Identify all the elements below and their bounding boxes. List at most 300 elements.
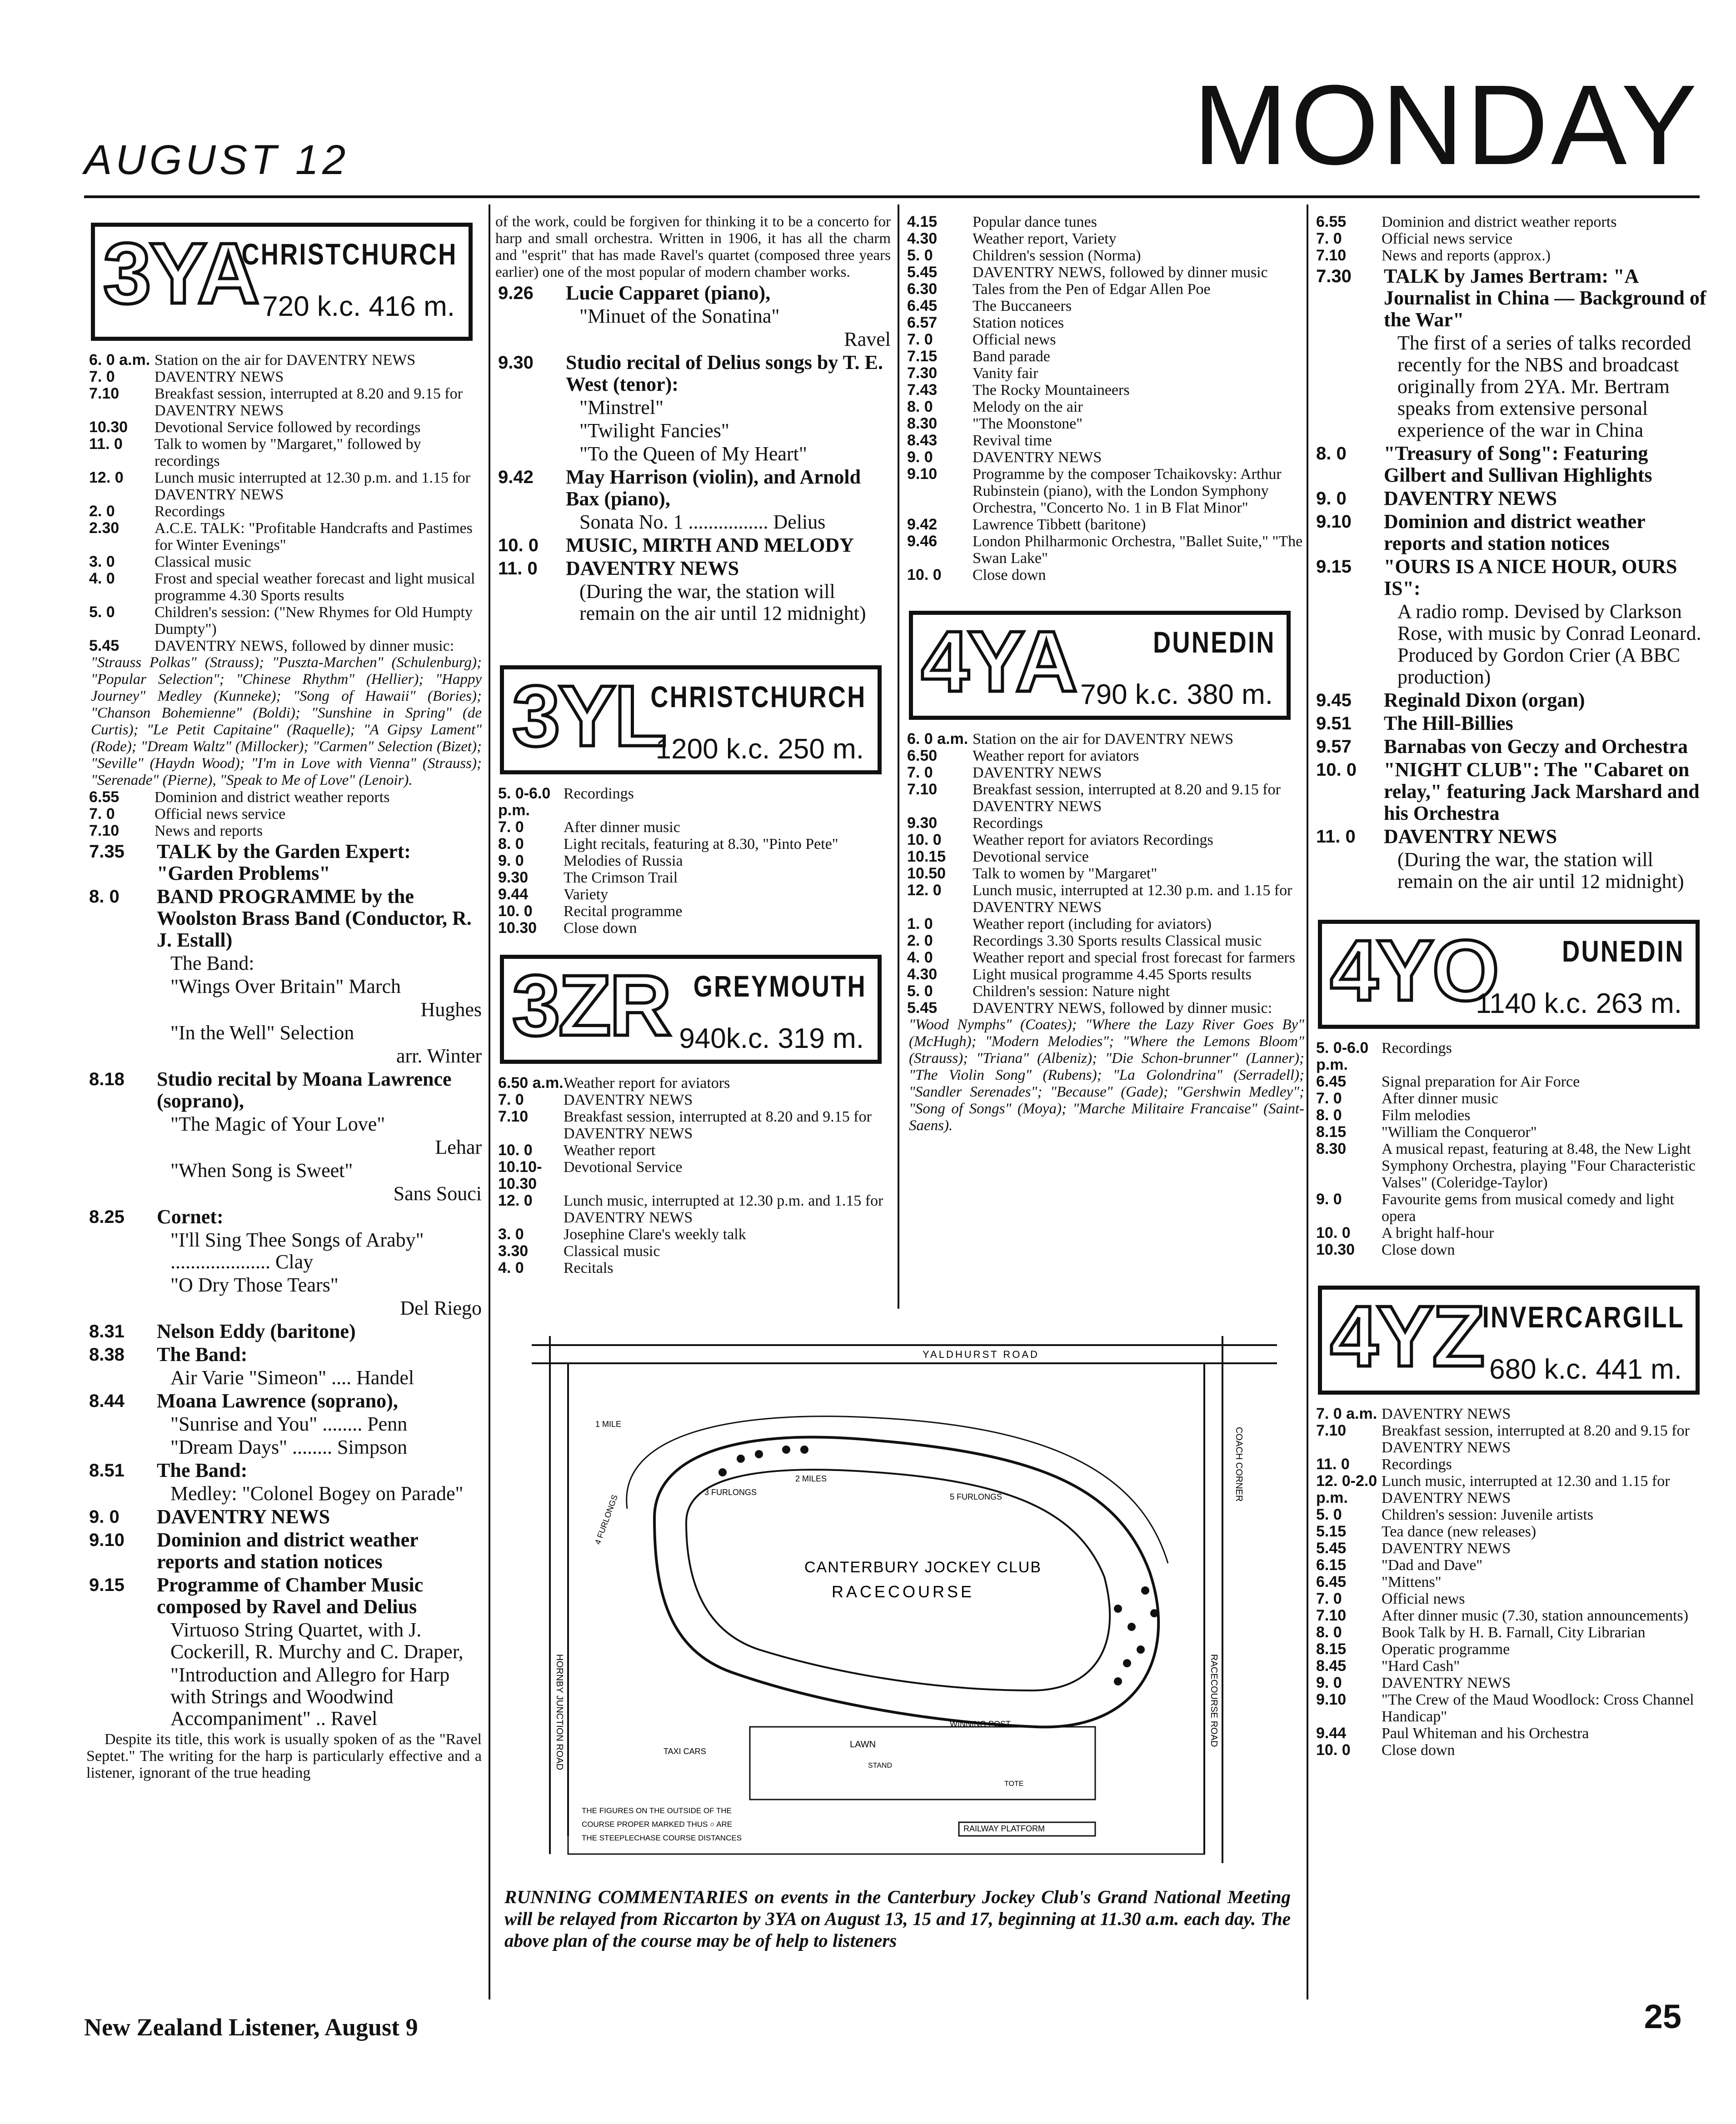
programme-text: The Buccaneers xyxy=(973,298,1072,314)
programme-text: DAVENTRY NEWS, followed by dinner music: xyxy=(973,1000,1272,1017)
programme-time xyxy=(86,1229,157,1273)
programme-text: Book Talk by H. B. Farnall, City Librarian xyxy=(1382,1624,1646,1641)
programme-list-3ya-late xyxy=(495,282,891,624)
programme-row xyxy=(86,1436,482,1458)
programme-row xyxy=(1313,1658,1709,1675)
programme-text: DAVENTRY NEWS xyxy=(973,764,1102,781)
programme-row xyxy=(1313,736,1709,758)
programme-time: 5.45 xyxy=(907,264,938,281)
programme-time: 12. 0-2.0 p.m. xyxy=(1316,1472,1377,1506)
programme-row xyxy=(1313,1073,1709,1090)
programme-row xyxy=(86,1529,482,1573)
programme-row xyxy=(904,399,1304,415)
programme-row xyxy=(495,1159,891,1192)
programme-text: Moana Lawrence (soprano), xyxy=(157,1390,398,1412)
programme-text: Devotional Service xyxy=(564,1159,683,1176)
programme-text: Children's session (Norma) xyxy=(973,247,1141,264)
programme-text: Cornet: xyxy=(157,1206,224,1228)
programme-text: Dominion and district weather reports and station notices xyxy=(157,1529,418,1573)
programme-text: "Dad and Dave" xyxy=(1382,1557,1483,1574)
programme-time: 7.10 xyxy=(1316,1607,1347,1624)
programme-row xyxy=(495,1108,891,1142)
programme-text: "Minstrel" xyxy=(579,396,664,419)
programme-time: 7.15 xyxy=(907,348,938,365)
station-frequency: 1200 k.c. 250 m. xyxy=(655,733,864,765)
programme-time: 6.55 xyxy=(1316,213,1347,230)
programme-row xyxy=(1313,1624,1709,1641)
programme-text: Lunch music interrupted at 12.30 p.m. and 1.15 for DAVENTRY NEWS xyxy=(155,469,470,503)
programme-row xyxy=(495,1226,891,1243)
programme-text: The Band: xyxy=(170,952,254,974)
programme-text: Film melodies xyxy=(1382,1107,1471,1124)
programme-text: Programme of Chamber Music composed by Ravel and Delius xyxy=(157,1574,424,1618)
column-divider xyxy=(489,204,490,1999)
programme-text: Reginald Dixon (organ) xyxy=(1384,689,1585,711)
programme-row xyxy=(86,1137,482,1158)
programme-row xyxy=(86,1344,482,1366)
programme-text: DAVENTRY NEWS xyxy=(155,369,284,385)
programme-text: DAVENTRY NEWS xyxy=(1382,1406,1511,1422)
programme-time: 8. 0 xyxy=(89,887,120,907)
programme-text: Station notices xyxy=(973,314,1064,331)
programme-row xyxy=(86,1113,482,1135)
programme-time xyxy=(495,443,566,465)
programme-time: 9.30 xyxy=(498,869,529,886)
programme-text: DAVENTRY NEWS xyxy=(1382,1540,1511,1557)
programme-row xyxy=(1313,713,1709,734)
programme-time: 5.15 xyxy=(1316,1523,1347,1540)
programme-time: 6.30 xyxy=(907,280,938,298)
programme-text: Weather report, Variety xyxy=(973,230,1117,247)
station-frequency: 940k.c. 319 m. xyxy=(679,1023,864,1054)
programme-row xyxy=(904,214,1304,230)
programme-text: "In the Well" Selection xyxy=(170,1022,354,1044)
programme-time: 5. 0-6.0 p.m. xyxy=(1316,1039,1369,1073)
header-rule xyxy=(84,195,1700,198)
programme-text: Hughes xyxy=(420,998,482,1021)
programme-text: A bright half-hour xyxy=(1382,1225,1494,1241)
programme-text: Medley: "Colonel Bogey on Parade" xyxy=(170,1482,464,1505)
programme-text: Devotional service xyxy=(973,848,1089,865)
programme-time: 10.15 xyxy=(907,848,946,865)
programme-row xyxy=(86,1619,482,1663)
programme-text: The Hill-Billies xyxy=(1384,712,1513,734)
station-city: DUNEDIN xyxy=(1153,625,1276,659)
map-railway-label: RAILWAY PLATFORM xyxy=(963,1824,1045,1833)
programme-time: 10. 0 xyxy=(907,566,942,583)
programme-time: 7.35 xyxy=(89,842,125,862)
programme-text: TALK by James Bertram: "A Journalist in China — Background of the War" xyxy=(1384,265,1706,331)
programme-time xyxy=(86,1137,157,1158)
programme-text: Lunch music, interrupted at 12.30 p.m. and 1.15 for DAVENTRY NEWS xyxy=(973,882,1292,916)
programme-row xyxy=(1313,556,1709,599)
programme-row xyxy=(495,443,891,465)
programme-row xyxy=(1313,1422,1709,1456)
programme-time xyxy=(86,1274,157,1296)
programme-time: 9.57 xyxy=(1316,737,1352,757)
map-road-label: YALDHURST ROAD xyxy=(923,1349,1039,1360)
programme-text: Official news service xyxy=(1382,230,1513,247)
station-call-sign: 4YZ xyxy=(1330,1288,1483,1385)
programme-list-4yz xyxy=(1313,1406,1709,1759)
programme-time: 3.30 xyxy=(498,1242,529,1260)
programme-row xyxy=(1313,1124,1709,1141)
programme-time: 1. 0 xyxy=(907,915,933,932)
programme-list-4ya-evening xyxy=(1313,214,1709,264)
programme-text: A musical repast, featuring at 8.48, the New Light Symphony Orchestra, playing "Four Characteristic Valses" (Coleridge-Taylor) xyxy=(1382,1141,1696,1191)
programme-row xyxy=(495,785,891,819)
programme-text: Light musical programme 4.45 Sports results xyxy=(973,966,1252,983)
programme-text: DAVENTRY NEWS xyxy=(564,1092,693,1108)
programme-time: 10. 0 xyxy=(498,535,539,555)
programme-row xyxy=(495,282,891,304)
programme-text: Recordings xyxy=(155,503,225,520)
programme-row xyxy=(904,882,1304,916)
station-call-sign: 3YA xyxy=(103,225,258,322)
programme-row xyxy=(86,503,482,520)
programme-time: 10. 0 xyxy=(1316,1741,1351,1759)
programme-text: Recordings xyxy=(1382,1456,1452,1473)
programme-time xyxy=(495,420,566,442)
programme-time: 11. 0 xyxy=(1316,1456,1350,1473)
programme-row xyxy=(904,848,1304,865)
programme-time: 8. 0 xyxy=(1316,444,1347,464)
programme-text: Tales from the Pen of Edgar Allen Poe xyxy=(973,281,1211,298)
programme-text: The Rocky Mountaineers xyxy=(973,382,1130,399)
programme-row xyxy=(86,976,482,997)
programme-time: 6.55 xyxy=(89,788,120,806)
programme-time: 7.43 xyxy=(907,381,938,399)
programme-time: 8.51 xyxy=(89,1461,125,1481)
programme-text: Weather report xyxy=(564,1142,656,1159)
programme-time: 5. 0-6.0 p.m. xyxy=(498,785,551,819)
programme-time xyxy=(86,1022,157,1044)
station-box-3zr xyxy=(500,955,882,1064)
programme-text: The Band: xyxy=(157,1459,248,1481)
station-city: GREYMOUTH xyxy=(693,969,867,1003)
programme-row xyxy=(86,570,482,604)
programme-time xyxy=(86,1664,157,1730)
programme-text: Lucie Capparet (piano), xyxy=(566,282,771,304)
programme-row xyxy=(1313,1191,1709,1225)
map-distance-label: 2 MILES xyxy=(795,1474,827,1483)
programme-text: Close down xyxy=(1382,1742,1455,1759)
programme-time: 10.30 xyxy=(498,919,537,937)
programme-row xyxy=(495,534,891,556)
programme-time: 9. 0 xyxy=(1316,1191,1342,1208)
programme-row xyxy=(1313,1641,1709,1658)
programme-row xyxy=(86,1460,482,1481)
programme-row xyxy=(1313,1523,1709,1540)
programme-row xyxy=(904,264,1304,281)
programme-text: Programme by the composer Tchaikovsky: Arthur Rubinstein (piano), with the London Symphony Orchestra, "Concerto No. 1 in B Flat Minor" xyxy=(973,466,1282,516)
programme-text: "William the Conqueror" xyxy=(1382,1124,1537,1141)
map-subtitle: RACECOURSE xyxy=(832,1582,975,1601)
programme-row xyxy=(86,1183,482,1205)
programme-row xyxy=(1313,443,1709,486)
programme-text: Close down xyxy=(564,920,637,937)
programme-row xyxy=(1313,1141,1709,1191)
programme-row xyxy=(1313,1456,1709,1473)
programme-time: 10. 0 xyxy=(1316,1224,1351,1241)
programme-text: News and reports xyxy=(155,823,263,839)
programme-list-3zr-continued xyxy=(904,214,1304,583)
programme-list-4yo xyxy=(1313,1040,1709,1258)
programme-time xyxy=(495,511,566,533)
programme-text: The Crimson Trail xyxy=(564,869,678,886)
programme-text: Tea dance (new releases) xyxy=(1382,1523,1536,1540)
programme-time: 6.45 xyxy=(1316,1573,1347,1591)
programme-text: Recordings 3.30 Sports results Classical music xyxy=(973,932,1262,949)
map-note-line: COURSE PROPER MARKED THUS ○ ARE xyxy=(582,1820,733,1829)
programme-time xyxy=(86,1619,157,1663)
programme-row xyxy=(86,1045,482,1067)
programme-text: Devotional Service followed by recordings xyxy=(155,419,421,436)
programme-time: 9. 0 xyxy=(907,449,933,466)
station-city: INVERCARGILL xyxy=(1482,1300,1685,1334)
programme-time: 10.30 xyxy=(89,419,128,436)
programme-row xyxy=(1313,230,1709,247)
programme-time: 8.18 xyxy=(89,1069,125,1089)
column-3 xyxy=(904,213,1304,1134)
programme-text: Weather report for aviators xyxy=(564,1075,730,1092)
programme-text: TALK by the Garden Expert: "Garden Problems" xyxy=(157,840,411,884)
programme-row xyxy=(495,305,891,327)
programme-time xyxy=(86,1160,157,1182)
map-distance-label: 4 FURLONGS xyxy=(593,1493,620,1546)
station-frequency: 790 k.c. 380 m. xyxy=(1080,679,1273,710)
programme-list-3ya-evening xyxy=(86,789,482,839)
programme-row xyxy=(904,230,1304,247)
programme-row xyxy=(86,886,482,951)
programme-time: 7.10 xyxy=(89,385,120,402)
programme-row xyxy=(1313,1557,1709,1574)
programme-row xyxy=(495,836,891,853)
programme-text: Josephine Clare's weekly talk xyxy=(564,1226,746,1243)
programme-text: "Treasury of Song": Featuring Gilbert and Sullivan Highlights xyxy=(1384,442,1652,486)
programme-text: Variety xyxy=(564,886,609,903)
programme-text: Paul Whiteman and his Orchestra xyxy=(1382,1725,1589,1742)
programme-text: News and reports (approx.) xyxy=(1382,247,1551,264)
programme-text: DAVENTRY NEWS xyxy=(1382,1675,1511,1691)
programme-time: 7. 0 a.m. xyxy=(1316,1405,1377,1422)
programme-time: 6.50 a.m. xyxy=(498,1074,564,1092)
programme-time: 8.44 xyxy=(89,1391,125,1411)
programme-row xyxy=(1313,689,1709,711)
programme-text: Station on the air for DAVENTRY NEWS xyxy=(973,731,1234,748)
station-box-3yl xyxy=(500,665,882,774)
programme-text: "Twilight Fancies" xyxy=(579,419,729,442)
programme-text: "NIGHT CLUB": The "Cabaret on relay," featuring Jack Marshard and his Orchestra xyxy=(1384,758,1700,824)
programme-text: "Minuet of the Sonatina" xyxy=(579,305,780,327)
programme-row xyxy=(86,1274,482,1296)
programme-time: 9. 0 xyxy=(1316,489,1347,509)
programme-text: Recordings xyxy=(1382,1040,1452,1057)
programme-time: 3. 0 xyxy=(89,553,115,570)
programme-text: DAVENTRY NEWS xyxy=(973,449,1102,466)
station-box-4yo xyxy=(1318,920,1700,1029)
programme-time: 8.45 xyxy=(1316,1657,1347,1675)
programme-time: 7. 0 xyxy=(498,1091,524,1108)
programme-time: 6. 0 a.m. xyxy=(89,351,150,369)
programme-time: 8.15 xyxy=(1316,1123,1347,1141)
programme-time: 7. 0 xyxy=(907,764,933,781)
programme-time: 4.30 xyxy=(907,230,938,247)
programme-time: 8. 0 xyxy=(1316,1107,1342,1124)
station-frequency: 720 k.c. 416 m. xyxy=(262,291,455,322)
dinner-music-list-4ya: "Wood Nymphs" (Coates); "Where the Lazy River Goes By" (McHugh); "Modern Melodies"; "Where the Lemons Bloom" (Strauss); "Triana" (Albeniz); "Die Schon-brunner" (Lanner); "The Violin Song" (Rubens); "La Golondrina" (Serradell); "Sandler Serenades"; "Because" (Gade); "Gershwin Medley"; "Song of Songs" (Moya); "Marche Militaire Francaise" (Saint-Saens). xyxy=(909,1017,1304,1134)
programme-time: 5. 0 xyxy=(907,982,933,1000)
map-note-line: THE STEEPLECHASE COURSE DISTANCES xyxy=(582,1834,742,1842)
programme-row xyxy=(1313,1225,1709,1241)
station-city: CHRISTCHURCH xyxy=(650,680,867,713)
programme-text: Studio recital of Delius songs by T. E. West (tenor): xyxy=(566,351,883,395)
programme-text: "Dream Days" ........ Simpson xyxy=(170,1436,408,1458)
programme-time: 10. 0 xyxy=(498,1142,533,1159)
programme-time: 8.30 xyxy=(1316,1140,1347,1157)
column-divider xyxy=(1307,204,1308,1999)
programme-row xyxy=(86,1321,482,1342)
programme-text: Recordings xyxy=(564,785,634,802)
programme-text: After dinner music xyxy=(1382,1090,1498,1107)
programme-row xyxy=(86,1160,482,1182)
programme-time: 5. 0 xyxy=(89,603,115,621)
programme-time: 8.25 xyxy=(89,1207,125,1227)
programme-row xyxy=(86,436,482,469)
programme-text: Dominion and district weather reports xyxy=(155,789,390,806)
station-call-sign: 3ZR xyxy=(512,957,670,1054)
map-lawn-label: LAWN xyxy=(850,1740,876,1750)
programme-time xyxy=(86,1413,157,1435)
programme-text: Popular dance tunes xyxy=(973,214,1097,230)
programme-row xyxy=(86,806,482,823)
programme-text: Official news xyxy=(973,331,1056,348)
programme-time: 9.15 xyxy=(89,1575,125,1595)
programme-text: MUSIC, MIRTH AND MELODY xyxy=(566,534,854,556)
programme-time xyxy=(86,1045,157,1067)
programme-time: 4. 0 xyxy=(89,570,115,587)
programme-row xyxy=(1313,1591,1709,1607)
programme-row xyxy=(1313,1742,1709,1759)
programme-time: 9.30 xyxy=(907,814,938,832)
programme-time: 7. 0 xyxy=(498,818,524,836)
programme-text: May Harrison (violin), and Arnold Bax (piano), xyxy=(566,466,861,510)
programme-list-3ya-day xyxy=(86,352,482,654)
programme-text: Weather report and special frost forecast for farmers xyxy=(973,949,1295,966)
programme-time: 7. 0 xyxy=(89,368,115,385)
programme-row xyxy=(904,281,1304,298)
map-note-line: THE FIGURES ON THE OUTSIDE OF THE xyxy=(582,1806,732,1815)
programme-time xyxy=(86,1183,157,1205)
programme-row xyxy=(1313,488,1709,509)
programme-time: 9.30 xyxy=(498,353,534,373)
programme-time: 9. 0 xyxy=(89,1507,120,1527)
programme-time: 12. 0 xyxy=(498,1192,533,1209)
programme-list-4ya-night xyxy=(1313,265,1709,892)
programme-time xyxy=(86,1297,157,1319)
programme-text: Revival time xyxy=(973,432,1052,449)
programme-list-3ya-night xyxy=(86,841,482,1730)
programme-row xyxy=(495,1092,891,1108)
map-distance-label: 1 MILE xyxy=(595,1420,622,1429)
programme-row xyxy=(86,469,482,503)
programme-text: Signal preparation for Air Force xyxy=(1382,1073,1580,1090)
programme-row xyxy=(495,853,891,869)
programme-row xyxy=(86,1367,482,1389)
programme-time xyxy=(86,952,157,974)
programme-row xyxy=(495,903,891,920)
programme-text: Lehar xyxy=(435,1136,482,1158)
programme-text: Sonata No. 1 ................ Delius xyxy=(579,511,826,533)
programme-row xyxy=(86,604,482,638)
programme-row xyxy=(1313,601,1709,688)
programme-time: 5. 0 xyxy=(1316,1506,1342,1523)
station-box-3ya xyxy=(91,223,473,341)
programme-time: 4.30 xyxy=(907,966,938,983)
programme-time: 9.44 xyxy=(498,886,529,903)
programme-text: Close down xyxy=(973,567,1046,583)
footer-publication: New Zealand Listener, August 9 xyxy=(84,2014,418,2041)
column-4 xyxy=(1313,214,1709,1995)
programme-row xyxy=(86,1574,482,1618)
programme-row xyxy=(495,869,891,886)
map-stand-label: STAND xyxy=(868,1762,893,1770)
programme-row xyxy=(1313,1607,1709,1624)
programme-row xyxy=(495,466,891,510)
programme-text: Favourite gems from musical comedy and light opera xyxy=(1382,1191,1674,1225)
programme-row xyxy=(86,385,482,419)
programme-text: arr. Winter xyxy=(396,1045,482,1067)
programme-text: Breakfast session, interrupted at 8.20 and 9.15 for DAVENTRY NEWS xyxy=(1382,1422,1690,1456)
programme-row xyxy=(904,247,1304,264)
programme-time: 8.38 xyxy=(89,1345,125,1365)
programme-time: 4. 0 xyxy=(907,949,933,966)
programme-time: 5.45 xyxy=(907,999,938,1017)
programme-time xyxy=(495,581,566,624)
map-road-label: HORNBY JUNCTION ROAD xyxy=(554,1654,564,1770)
programme-text: Virtuoso String Quartet, with J. Cockerill, R. Murchy and C. Draper, xyxy=(170,1619,464,1663)
programme-row xyxy=(904,949,1304,966)
programme-time: 9.26 xyxy=(498,283,534,303)
programme-time: 9.51 xyxy=(1316,713,1352,733)
programme-time: 11. 0 xyxy=(498,558,538,578)
programme-row xyxy=(495,886,891,903)
programme-row xyxy=(904,916,1304,932)
programme-row xyxy=(904,748,1304,764)
programme-row xyxy=(904,533,1304,567)
programme-time xyxy=(86,999,157,1021)
programme-text: BAND PROGRAMME by the Woolston Brass Band (Conductor, R. J. Estall) xyxy=(157,885,472,951)
programme-text: Dominion and district weather reports and station notices xyxy=(1384,510,1645,554)
programme-list-3zr xyxy=(495,1075,891,1276)
programme-time xyxy=(495,397,566,419)
programme-text: Weather report for aviators Recordings xyxy=(973,832,1213,848)
programme-row xyxy=(86,952,482,974)
programme-text: After dinner music xyxy=(564,819,680,836)
programme-time: 5.45 xyxy=(1316,1540,1347,1557)
column-divider xyxy=(898,204,899,1309)
programme-time: 7. 0 xyxy=(89,805,115,823)
programme-text: (During the war, the station will remain on the air until 12 midnight) xyxy=(1397,848,1684,892)
programme-note-continued: of the work, could be forgiven for thinking it to be a concerto for harp and small orchestra. Written in 1906, it has all the charm and "esprit" that has made Ravel's quartet (composed three years earlier) one of the most popular of modern chamber works. xyxy=(495,214,891,280)
programme-text: Sans Souci xyxy=(393,1182,482,1205)
programme-time xyxy=(86,1113,157,1135)
programme-time: 6.45 xyxy=(907,297,938,314)
programme-time: 7.10 xyxy=(1316,247,1347,264)
programme-row xyxy=(1313,214,1709,230)
programme-text: "Sunrise and You" ........ Penn xyxy=(170,1413,408,1435)
programme-time: 10. 0 xyxy=(907,831,942,848)
